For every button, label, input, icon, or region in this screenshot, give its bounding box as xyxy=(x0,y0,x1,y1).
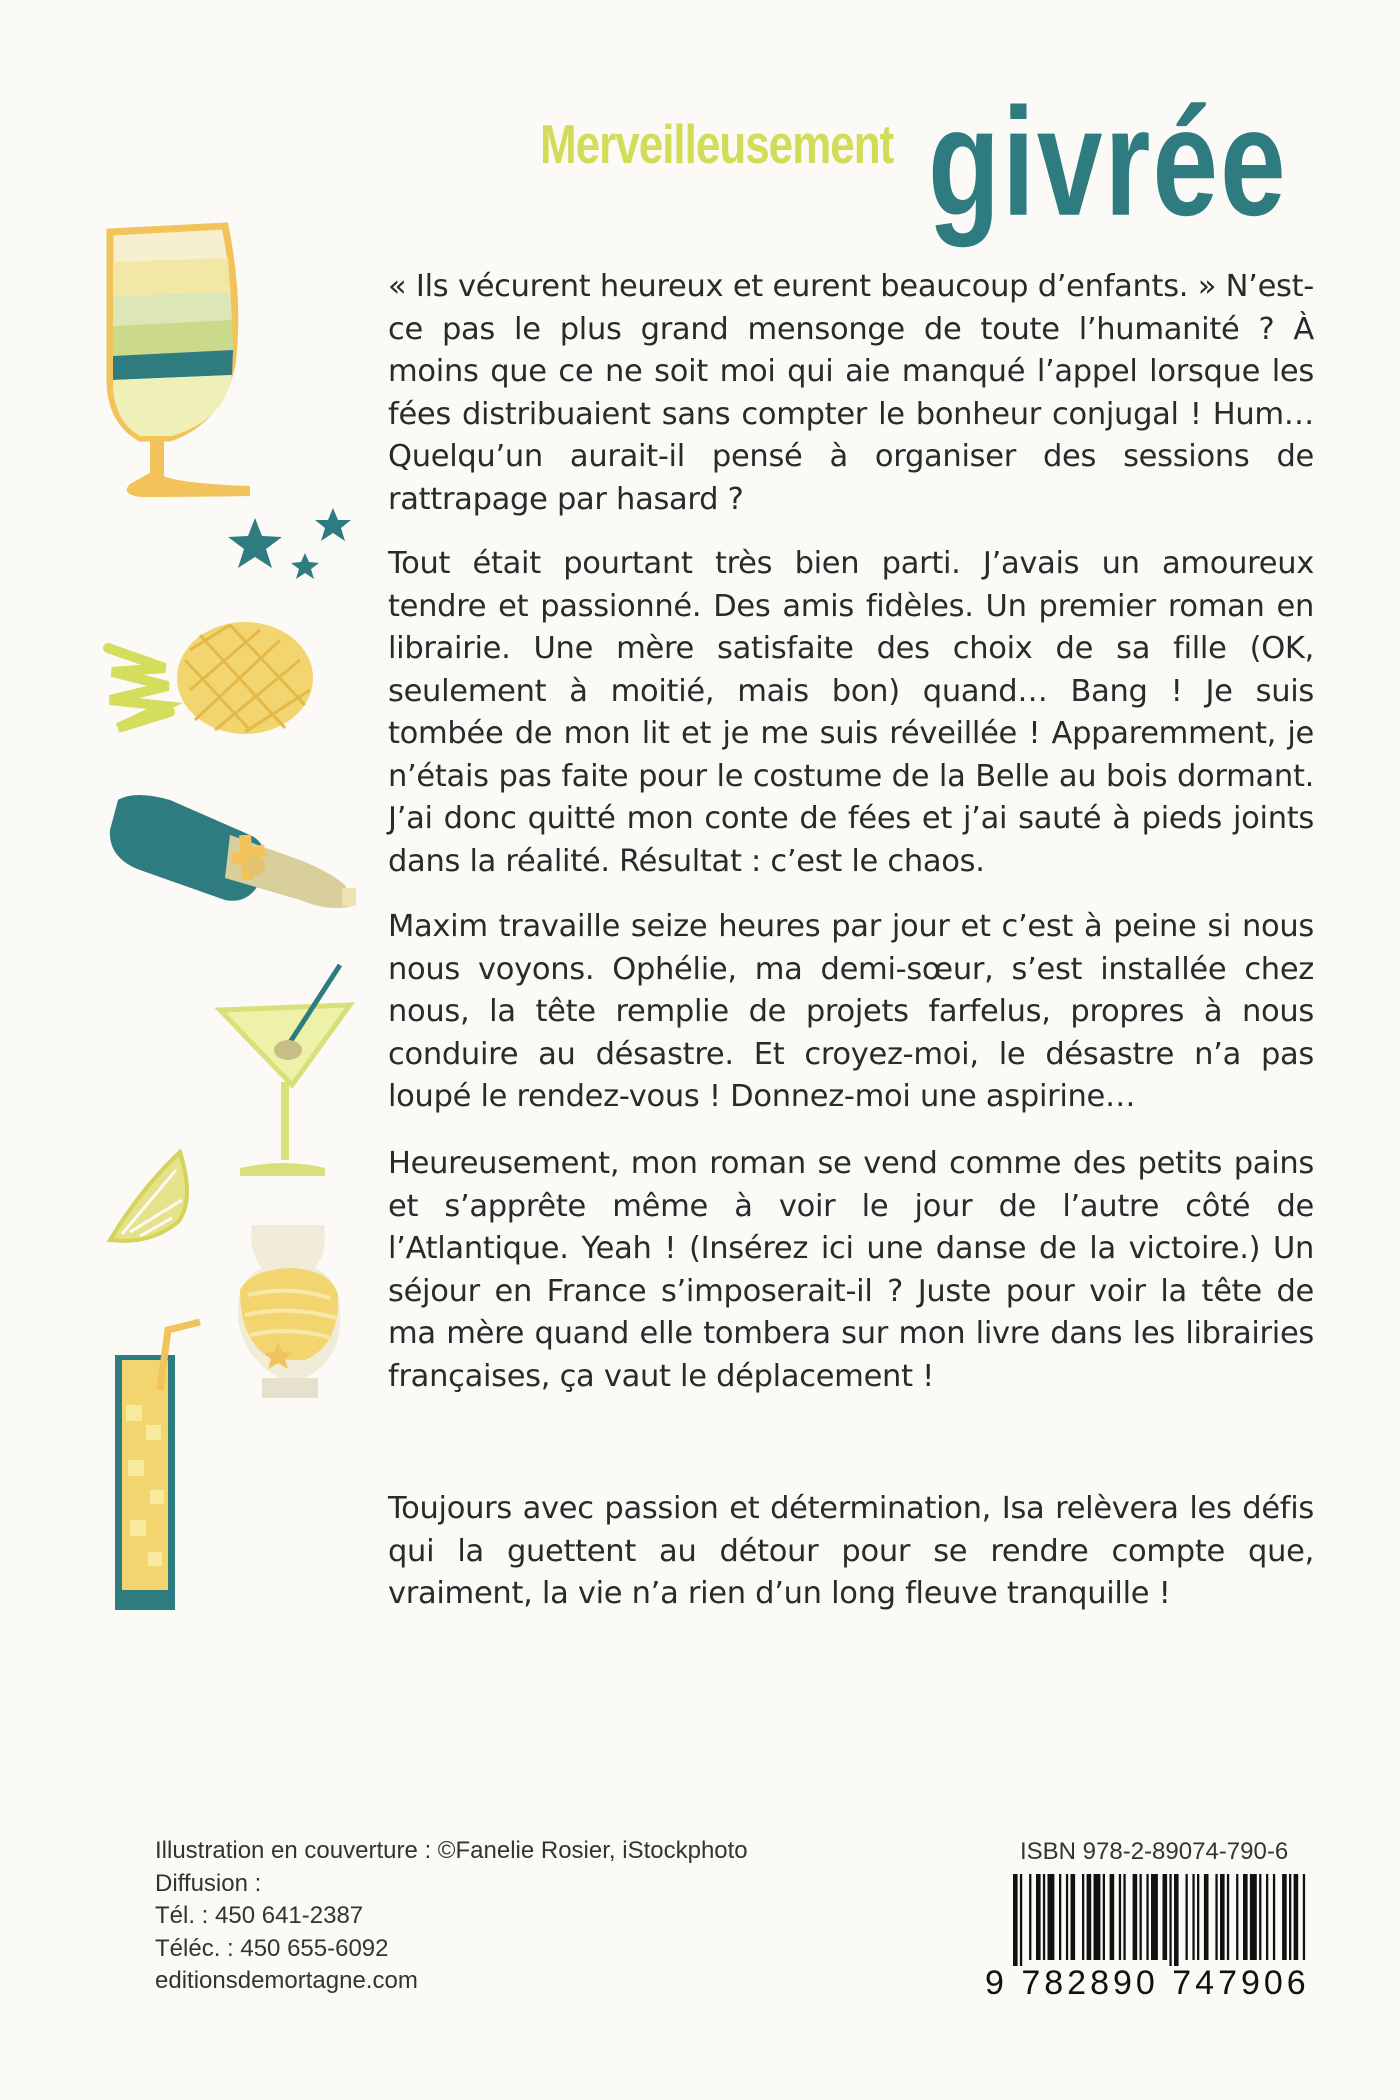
title-main: givrée xyxy=(928,76,1288,249)
barcode-bar xyxy=(1110,1874,1115,1960)
barcode-bar xyxy=(1243,1874,1248,1960)
barcode-bar xyxy=(1013,1874,1018,1966)
fax-number: Téléc. : 450 655-6092 xyxy=(155,1934,389,1962)
barcode-bars xyxy=(985,1874,1315,1966)
barcode-bar xyxy=(1294,1874,1299,1960)
paragraph-1: « Ils vécurent heureux et eurent beaucoup d’enfants. » N’est-ce pas le plus grand mensonge de toute l’humanité ? À moins que ce ne soit moi qui aie manqué l’appel lorsque les fées distribuaient sans compter le bonheur conjugal ! Hum… Quelqu’un aurait-il pensé à organiser des sessions de rattrapage par hasard ? xyxy=(388,269,1314,517)
pineapple-icon xyxy=(108,622,313,734)
champagne-bottle-icon xyxy=(110,795,356,908)
barcode-bar xyxy=(1043,1874,1045,1960)
barcode-bar xyxy=(1192,1874,1194,1960)
barcode-bar xyxy=(1071,1874,1076,1960)
barcode-bar xyxy=(1163,1874,1168,1960)
barcode-bar xyxy=(1259,1874,1261,1960)
title-prefix: Merveilleusement xyxy=(540,114,894,176)
barcode-bar xyxy=(1094,1874,1101,1960)
barcode-bar xyxy=(1151,1874,1158,1960)
isbn-label: ISBN 978-2-89074-790-6 xyxy=(1020,1838,1289,1865)
barcode-bar xyxy=(1215,1874,1217,1960)
barcode-digits: 9 782890 747906 xyxy=(985,1964,1310,2002)
barcode xyxy=(985,1874,1315,2000)
illustration-credit: Illustration en couverture : ©Fanelie Rosier, iStockphoto xyxy=(155,1837,748,1864)
barcode-bar xyxy=(1119,1874,1121,1960)
lemon-slice-icon xyxy=(110,1152,187,1241)
barcode-bar xyxy=(1204,1874,1209,1960)
martini-glass-icon xyxy=(220,965,350,1176)
barcode-bar xyxy=(1289,1874,1291,1960)
barcode-bar xyxy=(1266,1874,1268,1960)
barcode-bar xyxy=(1236,1874,1238,1960)
barcode-bar xyxy=(1048,1874,1055,1960)
diffusion-label: Diffusion : xyxy=(155,1869,262,1897)
paragraph-5: Toujours avec passion et détermination, Isa relèvera les défis qui la guettent au détour pour se rendre compte que, vraiment, la vie n’a rien d’un long fleuve tranquille ! xyxy=(388,1491,1314,1611)
iced-drink-icon xyxy=(115,1322,200,1610)
barcode-bar xyxy=(1036,1874,1041,1960)
barcode-bar xyxy=(1303,1874,1305,1960)
paragraph-2: Tout était pourtant très bien parti. J’avais un amoureux tendre et passionné. Des amis fidèles. Un premier roman en librairie. Une mère satisfaite des choix de sa fille (OK, seulement à moitié, mais bon) quand… Bang ! Je suis tombée de mon lit et je me suis réveillée ! Apparemment, je n’étais pas faite pour le costume de la Belle au bois dormant. J’ai donc quitté mon conte de fées et j’ai sauté à pieds joints dans la réalité. Résultat : c’est le chaos. xyxy=(388,546,1314,879)
barcode-bar xyxy=(1133,1874,1138,1960)
barcode-bar xyxy=(1174,1874,1179,1966)
barcode-bar xyxy=(1123,1874,1125,1960)
barcode-bar xyxy=(1169,1874,1171,1966)
barcode-bar xyxy=(1140,1874,1142,1960)
barcode-bar xyxy=(1103,1874,1105,1960)
paragraph-4: Heureusement, mon roman se vend comme des petits pains et s’apprête même à voir le jour de l’autre côté de l’Atlantique. Yeah ! (Insérez ici une danse de la victoire.) Un séjour en France s’imposerait-il ? Juste pour voir la tête de ma mère quand elle tombera sur mon livre dans les librairies françaises, ça vaut le déplacement ! xyxy=(388,1146,1314,1394)
barcode-bar xyxy=(1087,1874,1092,1960)
barcode-bar xyxy=(1220,1874,1225,1960)
barcode-bar xyxy=(1186,1874,1188,1960)
barcode-bar xyxy=(1197,1874,1199,1960)
stars-icon xyxy=(228,508,351,579)
publisher-website: editionsdemortagne.com xyxy=(155,1967,418,1994)
phone-number: Tél. : 450 641-2387 xyxy=(155,1902,364,1929)
cocktail-glass-icon xyxy=(110,226,250,497)
barcode-bar xyxy=(1273,1874,1275,1960)
book-title xyxy=(520,76,1320,249)
barcode-bar xyxy=(1066,1874,1068,1960)
drinks-illustration xyxy=(0,0,400,1650)
paragraph-3: Maxim travaille seize heures par jour et c’est à peine si nous nous voyons. Ophélie, ma demi-sœur, s’est installée chez nous, la tête remplie de projets farfelus, propres à nous conduire au désastre. Et croyez-moi, le désastre n’a pas loupé le rendez-vous ! Donnez-moi une aspirine… xyxy=(388,909,1314,1114)
barcode-bar xyxy=(1282,1874,1287,1960)
barcode-bar xyxy=(1146,1874,1148,1960)
barcode-bar xyxy=(1227,1874,1229,1960)
barcode-bar xyxy=(1020,1874,1022,1966)
barcode-bar xyxy=(1029,1874,1031,1960)
brandy-glass-icon xyxy=(238,1225,340,1398)
publisher-credits xyxy=(155,1835,748,1998)
barcode-bar xyxy=(1082,1874,1084,1960)
barcode-bar xyxy=(1250,1874,1257,1960)
barcode-bar xyxy=(1059,1874,1061,1960)
